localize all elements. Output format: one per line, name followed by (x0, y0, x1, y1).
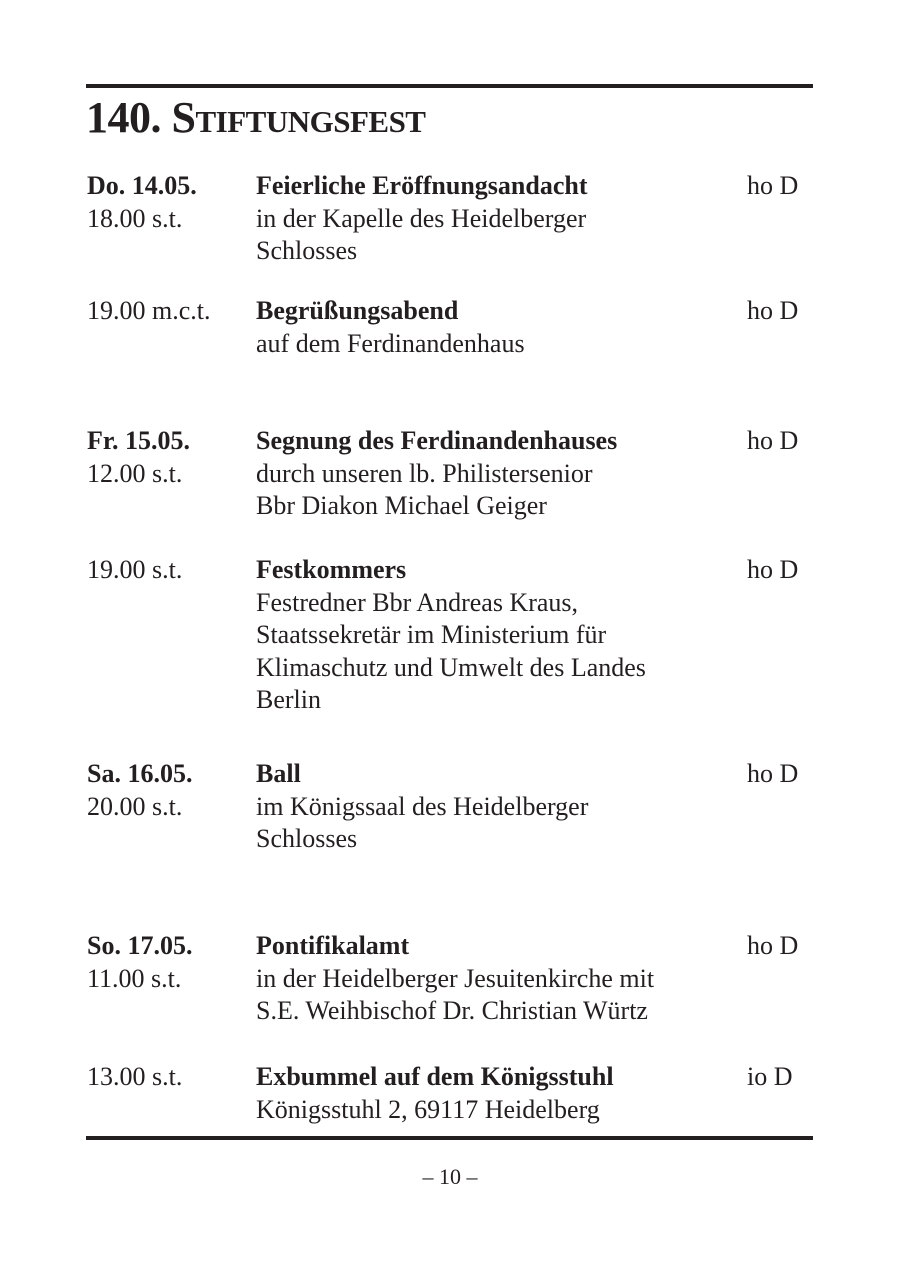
entry-detail: Staatssekretär im Ministerium für (256, 620, 607, 649)
entry-detail: Klimaschutz und Umwelt des Landes (256, 652, 646, 682)
entry-detail: Schlosses (256, 236, 358, 265)
entry-detail: Schlosses (256, 824, 358, 853)
entry-time: 18.00 s.t. (87, 203, 183, 233)
entry-event: Exbummel auf dem Königsstuhl (256, 1062, 614, 1091)
entry-dress-code: ho D (747, 555, 799, 584)
entry-detail: Festredner Bbr Andreas Kraus, (256, 587, 579, 617)
entry-time: 13.00 s.t. (87, 1062, 183, 1091)
entry-detail: in der Heidelberger Jesuitenkirche mit (256, 963, 655, 993)
entry-detail: Königsstuhl 2, 69117 Heidelberg (256, 1094, 600, 1124)
entry-event: Pontifikalamt (256, 931, 410, 960)
entry-dress-code: ho D (747, 759, 799, 788)
entry-event: Ball (256, 759, 301, 788)
entry-time: 19.00 m.c.t. (87, 296, 211, 325)
entry-dress-code: io D (747, 1062, 793, 1091)
entry-dress-code: ho D (747, 426, 799, 455)
title-text: Stiftungsfest (171, 93, 426, 142)
entry-detail: durch unseren lb. Philistersenior (256, 458, 593, 488)
page-number: – 10 – (422, 1164, 478, 1189)
entry-event: Begrüßungsabend (256, 296, 459, 325)
entry-detail: Berlin (256, 685, 321, 714)
bottom-rule (86, 1136, 813, 1140)
title-number: 140. (86, 93, 161, 142)
entry-event: Festkommers (256, 555, 407, 584)
entry-time: 20.00 s.t. (87, 791, 183, 821)
entry-detail: in der Kapelle des Heidelberger (256, 203, 587, 233)
entry-day: Fr. 15.05. (87, 426, 191, 455)
entry-event: Feierliche Eröffnungsandacht (256, 171, 588, 200)
entry-day: So. 17.05. (87, 931, 193, 960)
entry-dress-code: ho D (747, 931, 799, 960)
entry-detail: auf dem Ferdinandenhaus (256, 328, 525, 358)
entry-dress-code: ho D (747, 296, 799, 325)
entry-event: Segnung des Ferdinandenhauses (256, 426, 618, 455)
entry-day: Sa. 16.05. (87, 759, 193, 788)
entry-time: 11.00 s.t. (87, 963, 182, 993)
entry-detail: S.E. Weihbischof Dr. Christian Würtz (256, 996, 648, 1025)
page-title (86, 88, 425, 148)
entry-day: Do. 14.05. (87, 171, 197, 200)
entry-detail: Bbr Diakon Michael Geiger (256, 491, 547, 520)
entry-time: 19.00 s.t. (87, 555, 183, 584)
entry-detail: im Königssaal des Heidelberger (256, 791, 589, 821)
entry-time: 12.00 s.t. (87, 458, 183, 488)
entry-dress-code: ho D (747, 171, 799, 200)
